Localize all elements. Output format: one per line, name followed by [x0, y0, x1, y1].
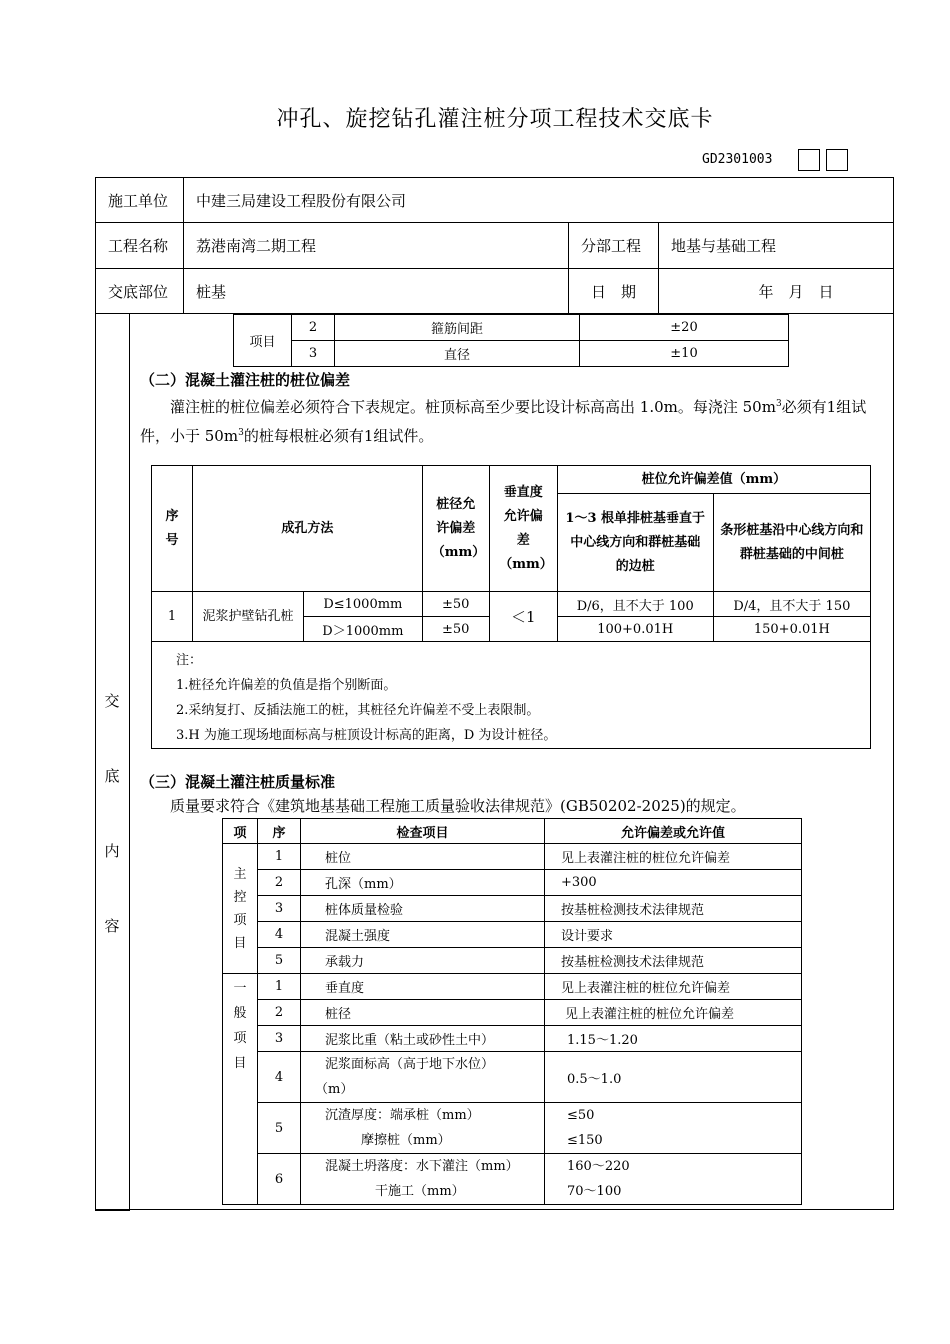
rebar-table [233, 314, 789, 367]
row-item: 桩位 [301, 844, 545, 870]
section3-title: （三）混凝土灌注桩质量标准 [140, 773, 336, 791]
row-value: ≤50 ≤150 [545, 1103, 802, 1154]
row-no: 5 [258, 1103, 301, 1154]
h-value: 允许偏差或允许值 [545, 819, 802, 844]
content-right-border [893, 313, 894, 1210]
content-left-column [95, 313, 130, 1211]
sub2: D＞1000mm [304, 617, 423, 642]
row-value: 按基桩检测技术法律规范 [545, 896, 802, 922]
note-line: 1.桩径允许偏差的负值是指个别断面。 [176, 678, 397, 693]
unit-value: 中建三局建设工程股份有限公司 [184, 178, 894, 223]
row-item: 混凝土强度 [301, 922, 545, 948]
part-value: 桩基 [184, 269, 569, 314]
general-group: 一 般 项 目 [223, 974, 258, 1205]
unit-label: 施工单位 [96, 178, 184, 223]
row-no: 3 [258, 896, 301, 922]
pile-position-table [151, 465, 871, 749]
row-no: 1 [258, 974, 301, 1000]
h-no: 序号 [152, 466, 193, 592]
h-pos2: 条形桩基沿中心线方向和群桩基础的中间桩 [713, 494, 870, 592]
quality-table [222, 818, 802, 1205]
row-no: 4 [258, 1052, 301, 1103]
pos2a: 100+0.01H [557, 617, 713, 642]
row-item: 桩体质量检验 [301, 896, 545, 922]
row-no: 2 [292, 315, 335, 341]
row-no: 5 [258, 948, 301, 974]
date-value: 年 月 日 [659, 269, 894, 314]
row-no: 6 [258, 1154, 301, 1205]
main-group: 主 控 项 目 [223, 844, 258, 974]
section2-paragraph [140, 391, 880, 449]
h-group: 项 [223, 819, 258, 844]
row-item: 沉渣厚度：端承桩（mm） 摩擦桩（mm） [301, 1103, 545, 1154]
content-bottom-border [95, 1209, 894, 1210]
sub1: D≤1000mm [304, 592, 423, 617]
date-label: 日 期 [569, 269, 659, 314]
row-item: 泥浆比重（粘土或砂性土中） [301, 1026, 545, 1052]
row-no: 2 [258, 870, 301, 896]
project-label: 工程名称 [96, 223, 184, 269]
row-item: 垂直度 [301, 974, 545, 1000]
checkbox-2[interactable] [826, 149, 848, 171]
project-value: 荔港南湾二期工程 [184, 223, 569, 269]
row-value: 1.15～1.20 [545, 1026, 802, 1052]
note-line: 注： [176, 653, 203, 668]
h-vert: 垂直度允许偏差（mm） [489, 466, 557, 592]
row-item: 孔深（mm） [301, 870, 545, 896]
notes-cell [152, 642, 871, 749]
row-value: 设计要求 [545, 922, 802, 948]
h-dia: 桩径允许偏差（mm） [422, 466, 489, 592]
part-label: 交底部位 [96, 269, 184, 314]
row-item: 混凝土坍落度：水下灌注（mm） 干施工（mm） [301, 1154, 545, 1205]
row-no: 1 [258, 844, 301, 870]
row-no: 1 [152, 592, 193, 642]
row-value: 按基桩检测技术法律规范 [545, 948, 802, 974]
h-pos1: 1～3 根单排桩基垂直于中心线方向和群桩基础的边桩 [557, 494, 713, 592]
note-line: 3.H 为施工现场地面标高与桩顶设计标高的距离，D 为设计桩径。 [176, 728, 557, 743]
row-no: 4 [258, 922, 301, 948]
sup-1: 3 [775, 399, 782, 409]
row-item: 桩径 [301, 1000, 545, 1026]
para-b: 必须有1组试件，小于 50m [140, 398, 867, 445]
dia1: ±50 [422, 592, 489, 617]
h-item: 检查项目 [301, 819, 545, 844]
checkbox-1[interactable] [798, 149, 820, 171]
doc-code: GD2301003 [702, 152, 773, 167]
side-label-4: 容 [104, 917, 120, 935]
row-value: 见上表灌注桩的桩位允许偏差 [545, 1000, 802, 1026]
row-item: 承载力 [301, 948, 545, 974]
row-method: 泥浆护壁钻孔桩 [193, 592, 304, 642]
subproject-value: 地基与基础工程 [659, 223, 894, 269]
row-value: +300 [545, 870, 802, 896]
section2-title: （二）混凝土灌注桩的桩位偏差 [140, 371, 351, 389]
h-method: 成孔方法 [193, 466, 423, 592]
row-value: 见上表灌注桩的桩位允许偏差 [545, 974, 802, 1000]
note-line: 2.采纳复打、反插法施工的桩，其桩径允许偏差不受上表限制。 [176, 703, 540, 718]
row-item: 箍筋间距 [335, 315, 580, 341]
row-value: 见上表灌注桩的桩位允许偏差 [545, 844, 802, 870]
row-item: 泥浆面标高（高于地下水位）（m） [301, 1052, 545, 1103]
section3-paragraph: 质量要求符合《建筑地基基础工程施工质量验收法律规范》(GB50202-2025)的规定。 [170, 797, 746, 815]
subproject-label: 分部工程 [569, 223, 659, 269]
page-title: 冲孔、旋挖钻孔灌注桩分项工程技术交底卡 [276, 107, 714, 132]
h-no: 序 [258, 819, 301, 844]
h-pos: 桩位允许偏差值（mm） [557, 466, 870, 494]
row-no: 3 [258, 1026, 301, 1052]
row-value: ±20 [580, 315, 789, 341]
row-value: 160～220 70～100 [545, 1154, 802, 1205]
dia2: ±50 [422, 617, 489, 642]
side-label-3: 内 [104, 842, 120, 860]
side-label-2: 底 [104, 767, 120, 785]
pos1b: D/4，且不大于 150 [713, 592, 870, 617]
pos2b: 150+0.01H [713, 617, 870, 642]
row-no: 2 [258, 1000, 301, 1026]
vert: ＜1 [489, 592, 557, 642]
sup-2: 3 [238, 428, 244, 438]
row-value: ±10 [580, 341, 789, 367]
para-c: 的桩每根桩必须有1组试件。 [243, 427, 434, 445]
row-value: 0.5～1.0 [545, 1052, 802, 1103]
side-label-1: 交 [104, 692, 120, 710]
pos1a: D/6，且不大于 100 [557, 592, 713, 617]
header-table [95, 177, 894, 314]
row-no: 3 [292, 341, 335, 367]
row-item: 直径 [335, 341, 580, 367]
para-a: 灌注桩的桩位偏差必须符合下表规定。桩顶标高至少要比设计标高高出 1.0m。每浇注 50m [170, 398, 776, 416]
group-cell: 项目 [234, 315, 292, 367]
